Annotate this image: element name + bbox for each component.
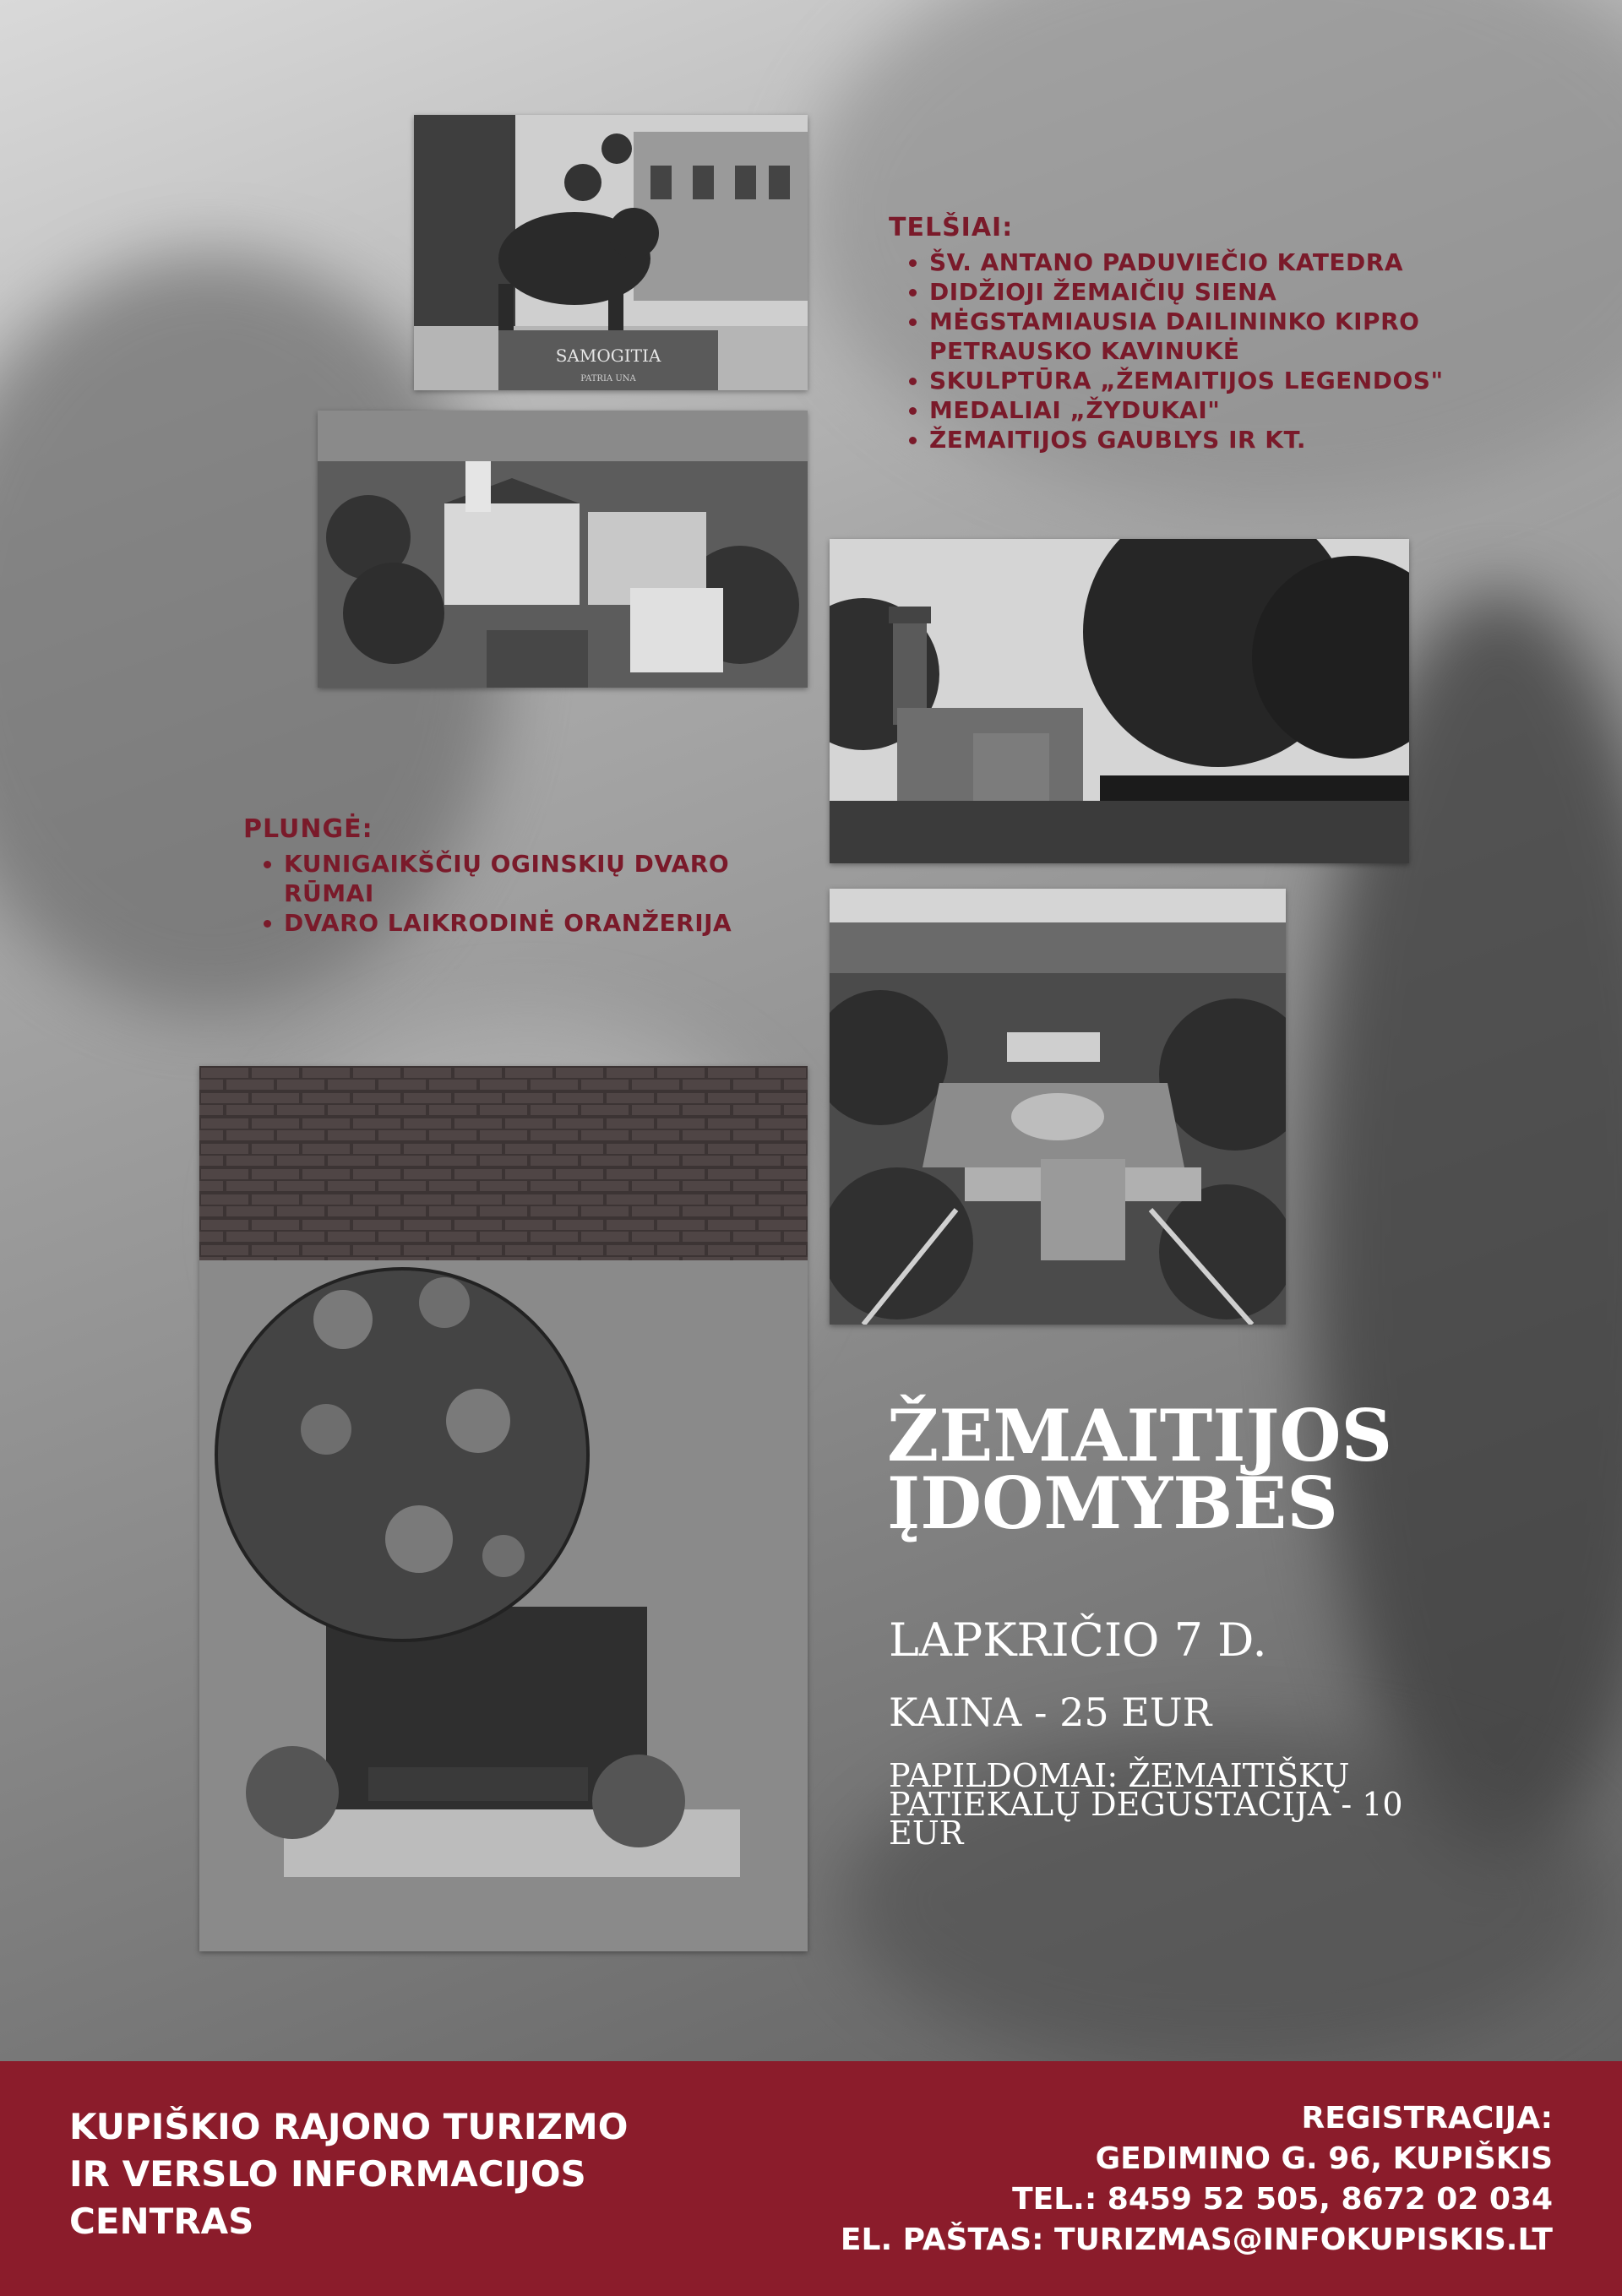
telsiai-heading: TELŠIAI: <box>889 213 1014 242</box>
globe-sculpture-photo <box>199 1066 808 1951</box>
statue-photo <box>414 115 808 390</box>
list-item: • MĖGSTAMIAUSIA DAILININKO KIPRO PETRAUSKO KAVINUKĖ <box>929 307 1480 366</box>
list-item: • DVARO LAIKRODINĖ ORANŽERIJA <box>284 908 784 938</box>
list-item: • DIDŽIOJI ŽEMAIČIŲ SIENA <box>929 277 1480 307</box>
list-item: • ŠV. ANTANO PADUVIEČIO KATEDRA <box>929 248 1480 277</box>
organizer-line: KUPIŠKIO RAJONO TURIZMO <box>69 2106 629 2147</box>
plunge-list <box>243 814 784 938</box>
estate-tower-photo <box>830 539 1409 863</box>
plaque-subtext: PATRIA UNA <box>580 374 636 384</box>
cathedral-aerial-photo <box>318 411 808 688</box>
list-item: • MEDALIAI „ŽYDUKAI" <box>929 395 1480 425</box>
manor-aerial-photo <box>830 889 1286 1325</box>
registration-heading: REGISTRACIJA: <box>1301 2101 1553 2135</box>
email[interactable]: EL. PAŠTAS: TURIZMAS@INFOKUPISKIS.LT <box>840 2223 1553 2257</box>
event-date: LAPKRIČIO 7 D. <box>889 1613 1267 1667</box>
registration-info <box>841 2098 1553 2261</box>
footer <box>0 2061 1622 2296</box>
list-item: • ŽEMAITIJOS GAUBLYS IR KT. <box>929 425 1480 454</box>
phone[interactable]: TEL.: 8459 52 505, 8672 02 034 <box>1012 2182 1553 2217</box>
organizer-line: IR VERSLO INFORMACIJOS <box>69 2153 586 2195</box>
plaque-text: SAMOGITIA <box>555 345 661 366</box>
telsiai-list <box>889 213 1480 454</box>
event-title: ŽEMAITIJOS ĮDOMYBĖS <box>887 1394 1393 1545</box>
address: GEDIMINO G. 96, KUPIŠKIS <box>1095 2141 1553 2176</box>
event-extra: PAPILDOMAI: ŽEMAITIŠKŲ PATIEKALŲ DEGUSTACIJA - 10 EUR <box>889 1757 1403 1852</box>
event-price: KAINA - 25 EUR <box>889 1689 1212 1735</box>
list-item: • KUNIGAIKŠČIŲ OGINSKIŲ DVARO RŪMAI <box>284 849 784 908</box>
list-item: • SKULPTŪRA „ŽEMAITIJOS LEGENDOS" <box>929 366 1480 395</box>
organizer-name <box>69 2103 628 2245</box>
organizer-line: CENTRAS <box>69 2201 254 2242</box>
plunge-heading: PLUNGĖ: <box>243 814 373 844</box>
